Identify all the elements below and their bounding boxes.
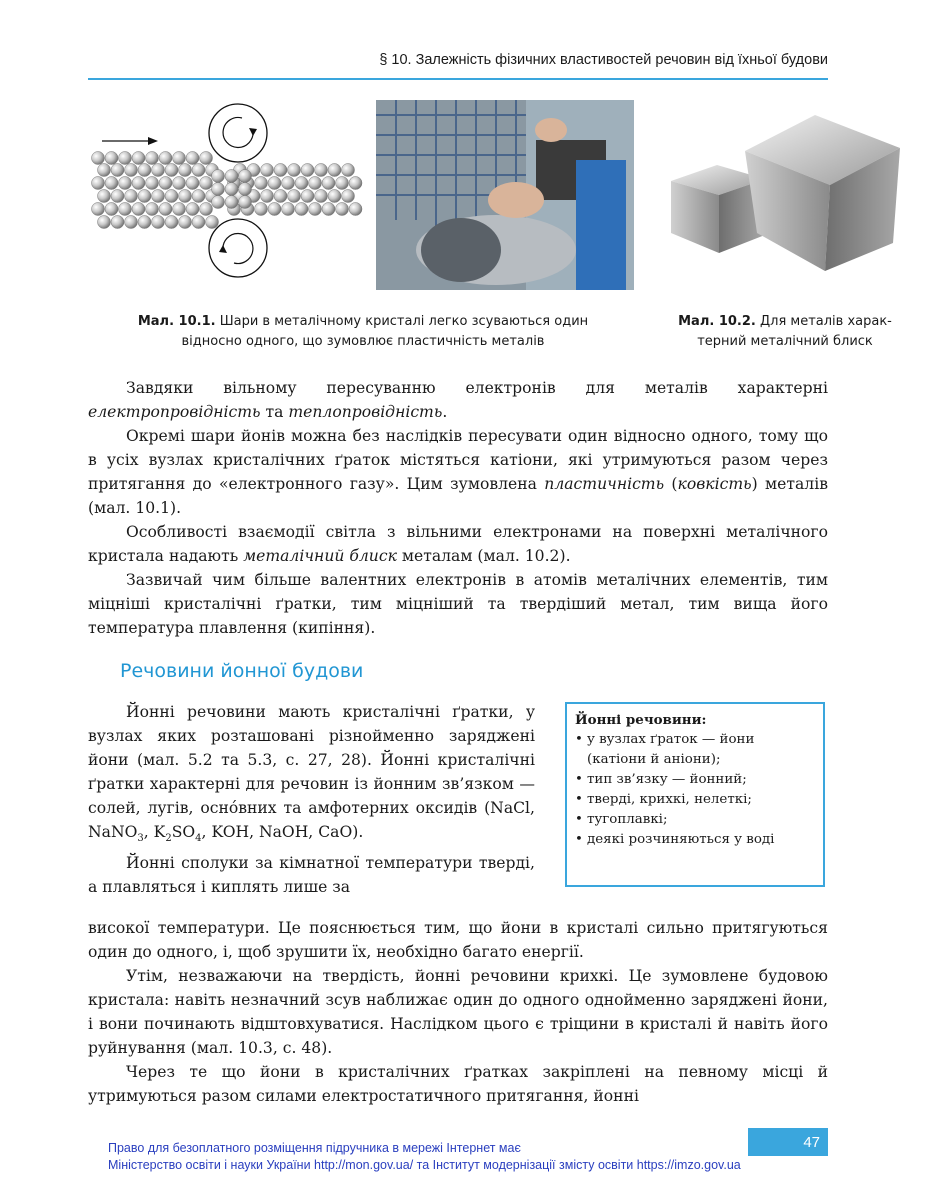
atom bbox=[268, 177, 281, 190]
atom bbox=[165, 190, 178, 203]
p1-text-c: . bbox=[442, 403, 448, 421]
atom bbox=[301, 190, 314, 203]
atom bbox=[138, 190, 151, 203]
atom bbox=[138, 216, 151, 229]
atom bbox=[225, 196, 238, 209]
atom bbox=[92, 177, 105, 190]
atom bbox=[152, 164, 165, 177]
atom bbox=[98, 216, 111, 229]
atom bbox=[125, 216, 138, 229]
figure-10-1-text-1: Шари в металічному кристалі легко зсуваються один bbox=[215, 314, 589, 329]
atom bbox=[179, 164, 192, 177]
paragraph-2 bbox=[88, 424, 828, 520]
c1-sub-3: 4 bbox=[195, 833, 202, 845]
atom bbox=[336, 203, 349, 216]
p2-text-c: ) металів (мал. 10.1). bbox=[88, 475, 828, 517]
atom bbox=[239, 183, 252, 196]
atom bbox=[336, 177, 349, 190]
footer-line-2: Міністерство освіти і науки України http://mon.gov.ua/ та Інститут модернізації змісту освіти https://imzo.gov.ua bbox=[108, 1158, 741, 1172]
metal-rolling-diagram bbox=[90, 100, 370, 285]
infobox-item: • у вузлах ґраток — йони (катіони й аніони); bbox=[575, 730, 815, 770]
atom bbox=[98, 190, 111, 203]
p3-text-b: металам (мал. 10.2). bbox=[396, 547, 571, 565]
atom bbox=[98, 164, 111, 177]
atom bbox=[159, 203, 172, 216]
p1-text-a: Завдяки вільному пересуванню електронів для металів характерні bbox=[126, 379, 828, 397]
footer-line-1: Право для безоплатного розміщення підручника в мережі Інтернет має bbox=[108, 1141, 521, 1155]
atom bbox=[125, 164, 138, 177]
atom bbox=[342, 164, 355, 177]
paragraph-4: Зазвичай чим більше валентних електронів в атомів металічних елементів, тим міцніші кристалічні ґратки, тим міцніший та твердіший метал, тим вища його температура плавлення (кипіння). bbox=[88, 571, 828, 637]
section-heading: Речовини йонної будови bbox=[120, 660, 364, 682]
infobox-item: • тугоплавкі; bbox=[575, 810, 815, 830]
infobox-list bbox=[575, 730, 815, 850]
atom bbox=[206, 216, 219, 229]
bottom-roller bbox=[209, 219, 267, 277]
atom bbox=[173, 177, 186, 190]
atom bbox=[349, 177, 362, 190]
p3-text-a: Особливості взаємодії світла з вільними електронами на поверхні металічного кристала надають bbox=[88, 523, 828, 565]
atom bbox=[301, 164, 314, 177]
atom bbox=[328, 190, 341, 203]
atom bbox=[105, 177, 118, 190]
atom bbox=[295, 203, 308, 216]
atom bbox=[261, 164, 274, 177]
atom bbox=[239, 196, 252, 209]
p2-text-a: Окремі шари йонів можна без наслідків пересувати один відносно одного, тому що в усіх вузлах кристалічних ґраток містяться катіони, які утримуються разом через притягання до «електронного газу». Цим зумовлена bbox=[88, 427, 828, 493]
atom bbox=[200, 152, 213, 165]
atom bbox=[315, 164, 328, 177]
atom bbox=[173, 152, 186, 165]
page-number: 47 bbox=[748, 1128, 828, 1156]
ionic-substances-infobox bbox=[565, 702, 825, 887]
metalworking-photo bbox=[376, 100, 634, 290]
atom bbox=[255, 203, 268, 216]
c1-end: , KOH, NaOH, CaO). bbox=[201, 823, 364, 841]
p2-term-plasticity: пластичність bbox=[544, 475, 665, 493]
atom bbox=[146, 177, 159, 190]
atom bbox=[132, 152, 145, 165]
atom bbox=[309, 203, 322, 216]
atom bbox=[225, 170, 238, 183]
atom bbox=[212, 183, 225, 196]
figure-10-1-caption bbox=[96, 312, 630, 352]
paragraph-5: високої температури. Це пояснюється тим, що йони в кристалі сильно притягуються один до одного, і, щоб зрушити їх, необхідно багато енергії. bbox=[88, 919, 828, 961]
atom bbox=[261, 190, 274, 203]
c1-mid-1: , K bbox=[143, 823, 166, 841]
atom bbox=[111, 164, 124, 177]
atom bbox=[179, 190, 192, 203]
atom bbox=[186, 203, 199, 216]
atom bbox=[274, 190, 287, 203]
atom bbox=[186, 177, 199, 190]
atom bbox=[152, 216, 165, 229]
atom-layers bbox=[92, 152, 363, 229]
atom bbox=[225, 183, 238, 196]
p2-text-b: ( bbox=[664, 475, 678, 493]
atom bbox=[328, 164, 341, 177]
atom bbox=[165, 216, 178, 229]
footer-notice bbox=[108, 1140, 741, 1174]
paragraph-7: Через те що йони в кристалічних ґратках закріплені на певному місці й утримуються разом силами електростатичного притягання, йонні bbox=[88, 1063, 828, 1105]
p3-term-metallic-luster: металічний блиск bbox=[243, 547, 397, 565]
atom bbox=[322, 203, 335, 216]
top-roller bbox=[209, 104, 267, 162]
atom bbox=[138, 164, 151, 177]
atom bbox=[92, 152, 105, 165]
atom bbox=[192, 190, 205, 203]
p2-term-malleability: ковкість bbox=[677, 475, 752, 493]
c1-mid-2: SO bbox=[171, 823, 196, 841]
atom bbox=[119, 203, 132, 216]
atom bbox=[111, 190, 124, 203]
atom bbox=[315, 190, 328, 203]
atom bbox=[268, 203, 281, 216]
atom bbox=[349, 203, 362, 216]
atom bbox=[165, 164, 178, 177]
atom bbox=[105, 203, 118, 216]
atom bbox=[132, 177, 145, 190]
atom bbox=[186, 152, 199, 165]
atom bbox=[255, 177, 268, 190]
p1-text-b: та bbox=[260, 403, 289, 421]
running-header: § 10. Залежність фізичних властивостей речовин від їхньої будови bbox=[379, 52, 828, 68]
atom bbox=[322, 177, 335, 190]
atom bbox=[146, 152, 159, 165]
atom bbox=[92, 203, 105, 216]
atom bbox=[152, 190, 165, 203]
infobox-title: Йонні речовини: bbox=[575, 712, 707, 728]
atom bbox=[282, 177, 295, 190]
header-rule bbox=[88, 78, 828, 80]
atom bbox=[125, 190, 138, 203]
atom bbox=[288, 164, 301, 177]
atom bbox=[111, 216, 124, 229]
figure-10-2-caption bbox=[655, 312, 915, 352]
p1-term-electroconductivity: електропровідність bbox=[88, 403, 261, 421]
ionic-paragraph-2: Йонні сполуки за кімнатної температури тверді, а плавляться і киплять лише за bbox=[88, 854, 535, 897]
atom bbox=[239, 170, 252, 183]
atom bbox=[192, 216, 205, 229]
atom bbox=[212, 196, 225, 209]
figure-10-2-text-1: Для металів харак- bbox=[755, 314, 892, 329]
atom bbox=[159, 177, 172, 190]
figure-10-2-text-2: терний металічний блиск bbox=[697, 334, 873, 349]
atom bbox=[132, 203, 145, 216]
atom bbox=[295, 177, 308, 190]
infobox-item: • тип зв’язку — йонний; bbox=[575, 770, 815, 790]
atom bbox=[192, 164, 205, 177]
figure-10-1-text-2: відносно одного, що зумовлює пластичність металів bbox=[181, 334, 545, 349]
ionic-paragraph-1 bbox=[88, 700, 535, 851]
c1-sub-1: 3 bbox=[137, 833, 144, 845]
atom bbox=[282, 203, 295, 216]
ionic-column-text bbox=[88, 700, 535, 899]
atom bbox=[119, 177, 132, 190]
figure-10-1-label: Мал. 10.1. bbox=[137, 314, 216, 329]
atom bbox=[146, 203, 159, 216]
atom bbox=[200, 177, 213, 190]
atom bbox=[274, 164, 287, 177]
infobox-item: • деякі розчиняються у воді bbox=[575, 830, 815, 850]
atom bbox=[200, 203, 213, 216]
atom bbox=[309, 177, 322, 190]
atom bbox=[288, 190, 301, 203]
atom bbox=[105, 152, 118, 165]
c1-text: Йонні речовини мають кристалічні ґратки, у вузлах яких розташовані різнойменно заряджені йони (мал. 5.2 та 5.3, с. 27, 28). Йонні кристалічні ґратки характерні для речовин із йонним зв’язком — солей, лугів, осно́вних та амфотерних оксидів (NaCl, NaNO bbox=[88, 703, 535, 841]
atom bbox=[342, 190, 355, 203]
atom bbox=[173, 203, 186, 216]
atom bbox=[212, 170, 225, 183]
figure-10-2-label: Мал. 10.2. bbox=[678, 314, 756, 329]
c1-sub-2: 2 bbox=[165, 833, 172, 845]
metal-cubes-photo bbox=[665, 103, 908, 271]
paragraph-1 bbox=[88, 376, 828, 424]
atom bbox=[159, 152, 172, 165]
paragraph-6: Утім, незважаючи на твердість, йонні речовини крихкі. Це зумовлене будовою кристала: навіть незначний зсув наближає один до одного однойменно заряджені йони, і вони починають відштовхуватися. Наслідком цього є тріщини в кристалі й навіть його руйнування (мал. 10.3, с. 48). bbox=[88, 967, 828, 1057]
p1-term-thermoconductivity: теплопровідність bbox=[288, 403, 443, 421]
atom bbox=[119, 152, 132, 165]
atom bbox=[179, 216, 192, 229]
paragraph-3 bbox=[88, 520, 828, 568]
infobox-item: • тверді, крихкі, нелеткі; bbox=[575, 790, 815, 810]
